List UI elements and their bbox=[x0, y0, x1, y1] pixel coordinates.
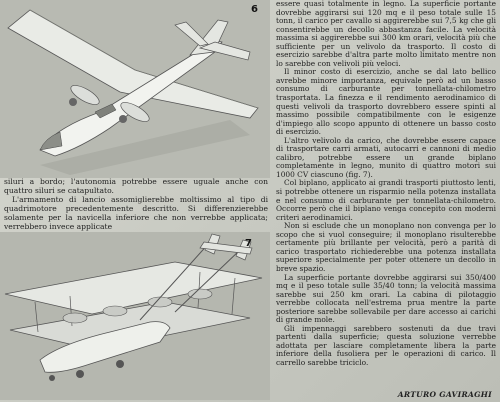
figure-7-biplane-illustration bbox=[0, 232, 270, 400]
right-paragraph: Col biplano, applicato ai grandi trasporti piuttosto lenti, si potrebbe ottenere un risparmio nella potenza installata e nel consumo di carburante per tonnellata-chilometro. Occorre però che il biplano venga concepito con moderni criteri aerodinamici. bbox=[276, 178, 496, 222]
figure-7-number: 7 bbox=[245, 238, 252, 249]
right-paragraph: essere quasi totalmente in legno. La superficie portante dovrebbe aggirarsi sui 120 mq e il peso totale sulle 15 tonn, il carico per cavallo si aggirerebbe sui 7,5 kg che gli consentirebbe un decollo abbastanza facile. La velocità massima si aggirerebbe sui 300 km orari, velocità più che sufficiente per un velivolo da trasporto. Il costo di esercizio sarebbe d'altra parte molto limitato mentre non lo sarebbe con velivoli più veloci. bbox=[276, 0, 496, 68]
right-paragraph: La superficie portante dovrebbe aggirarsi sui 350/400 mq e il peso totale sulle 35/40 tonn; la velocità massima sarebbe sui 250 km orari. La cabina di pilotaggio verrebbe collocata nell'estrema prua mentre la parte posteriore sarebbe sollevabile per dare accesso ai carichi di grande mole. bbox=[276, 272, 496, 325]
author-signature: ARTURO GAVIRAGHI bbox=[397, 390, 492, 399]
right-paragraph: L'altro velivolo da carico, che dovrebbe essere capace di trasportare carri armati, autocarri e cannoni di medio calibro, potrebbe essere un grande biplano completamente in legno, munito di quattro motori sui 1000 CV ciascuno (fig. 7). bbox=[276, 135, 496, 179]
figure-6-monoplane-illustration bbox=[0, 0, 270, 178]
right-paragraph: Il minor costo di esercizio, anche se dal lato bellico avrebbe minore importanza, equivale però ad un basso consumo di carburante per tonnellata-chilometro trasportata. La finezza e il rendimento aerodinamico di questi velivoli da trasporto dovrebbero essere spinti al massimo possibile compatibilmente con le esigenze d'impiego allo scopo appunto di ottenere un basso costo di esercizio. bbox=[276, 67, 496, 137]
monoplane-drawing bbox=[0, 0, 270, 178]
biplane-drawing bbox=[0, 232, 270, 400]
left-paragraph: L'armamento di lancio assomiglierebbe moltissimo al tipo di quadrimotore precedentemente descritto. Si differenzierebbe solamente per la navicella inferiore che non verrebbe applicata; verrebbero invece applicate bbox=[4, 194, 268, 231]
right-paragraph: Non si esclude che un monoplano non convenga per lo scopo che si vuol conseguire; il monoplano risulterebbe certamente più brillante per velocità, però a parità di carico trasportato richiederebbe una potenza installata superiore specialmente per poter ottenere un decollo in breve spazio. bbox=[276, 221, 496, 273]
left-paragraph: siluri a bordo; l'autonomia potrebbe essere uguale anche con quattro siluri se catapultato. bbox=[4, 178, 268, 195]
right-paragraph: Gli impennaggi sarebbero sostenuti da due travi partenti dalla superficie; questa soluzione verrebbe adottata per lasciare completamente libera la parte inferiore della fusoliera per le operazioni di carico. Il carrello sarebbe triciclo. bbox=[276, 323, 496, 367]
left-column-text bbox=[4, 178, 268, 232]
right-column-text bbox=[276, 0, 496, 384]
figure-6-number: 6 bbox=[251, 4, 258, 15]
